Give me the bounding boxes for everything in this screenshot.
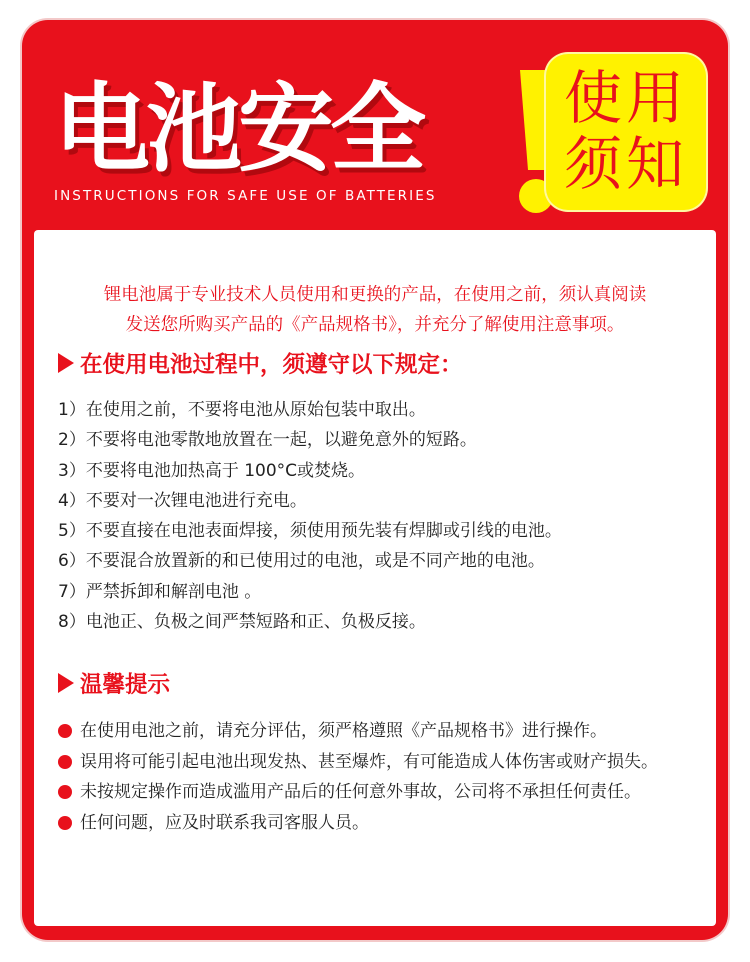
header-banner <box>22 20 728 230</box>
page-title: 电池安全 <box>54 73 422 185</box>
tip-text: 在使用电池之前，请充分评估，须严格遵照《产品规格书》进行操作。 <box>80 721 607 741</box>
rule-item: 8）电池正、负极之间严禁短路和正、负极反接。 <box>58 612 426 633</box>
tips-heading-text: 温馨提示 <box>80 672 171 698</box>
intro-line-1: 锂电池属于专业技术人员使用和更换的产品，在使用之前，须认真阅读 <box>103 285 647 305</box>
notice-badge <box>546 54 706 210</box>
rule-item: 4）不要对一次锂电池进行充电。 <box>58 490 307 511</box>
rule-item: 5）不要直接在电池表面焊接，须使用预先装有焊脚或引线的电池。 <box>58 521 562 542</box>
triangle-bullet-icon <box>58 353 74 373</box>
badge-line-2: 须知 <box>563 130 688 198</box>
intro-line-2: 发送您所购买产品的《产品规格书》，并充分了解使用注意事项。 <box>125 315 625 335</box>
tip-text: 误用将可能引起电池出现发热、甚至爆炸，有可能造成人体伤害或财产损失。 <box>80 751 658 772</box>
dot-bullet-icon <box>58 755 72 769</box>
dot-bullet-icon <box>58 816 72 830</box>
tip-text: 任何问题，应及时联系我司客服人员。 <box>80 812 369 833</box>
dot-bullet-icon <box>58 724 72 738</box>
rules-heading-text: 在使用电池过程中，须遵守以下规定： <box>80 352 463 378</box>
tip-item <box>58 747 708 778</box>
tip-item <box>58 716 708 747</box>
triangle-bullet-icon <box>58 673 74 693</box>
badge-line-1: 使用 <box>563 64 688 132</box>
rule-item: 2）不要将电池零散地放置在一起，以避免意外的短路。 <box>58 430 477 451</box>
dot-bullet-icon <box>58 785 72 799</box>
instruction-card <box>22 20 728 940</box>
tip-text: 未按规定操作而造成滥用产品后的任何意外事故，公司将不承担任何责任。 <box>80 782 641 802</box>
tip-item <box>58 777 708 808</box>
tips-heading <box>58 670 170 700</box>
page-subtitle: INSTRUCTIONS FOR SAFE USE OF BATTERIES <box>54 188 437 204</box>
intro-text <box>34 280 716 340</box>
rule-item: 1）在使用之前，不要将电池从原始包装中取出。 <box>58 400 426 420</box>
tip-item <box>58 808 708 839</box>
rules-list <box>58 395 708 637</box>
content-panel <box>34 230 716 926</box>
tips-list <box>58 716 708 838</box>
rule-item: 7）严禁拆卸和解剖电池 。 <box>58 581 262 602</box>
rule-item: 3）不要将电池加热高于 100°C或焚烧。 <box>58 460 366 481</box>
rule-item: 6）不要混合放置新的和已使用过的电池，或是不同产地的电池。 <box>58 551 545 572</box>
rules-heading <box>58 350 463 380</box>
